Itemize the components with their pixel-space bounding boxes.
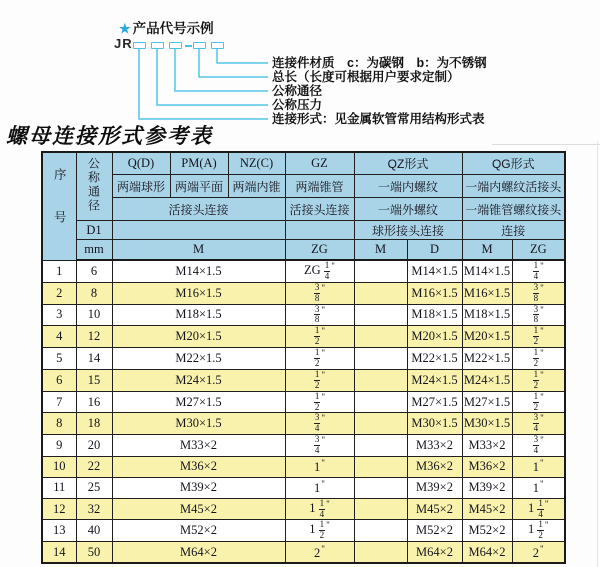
scan-artifact-edge [597, 141, 598, 567]
table-title: 螺母连接形式参考表 [6, 123, 213, 148]
header-conn-qg: 一端锥管螺纹接头 [462, 198, 565, 221]
table-row [42, 304, 565, 326]
table-row [42, 520, 565, 542]
zg-value-cell: $\frac{3}{4}$ " [285, 435, 354, 457]
qz-m-cell [354, 498, 407, 520]
qg-zg-cell: 1 $\frac{1}{4}$ " [512, 498, 565, 520]
qz-d-cell: M64×2 [407, 542, 462, 563]
mm-cell: 22 [76, 457, 112, 478]
code-label-conn-form: 连接形式：见金属软管常用结构形式表 [272, 112, 485, 126]
qz-d-cell: M16×1.5 [407, 282, 462, 304]
header-nominal-diameter-label: 公称通径 [86, 157, 101, 213]
qg-m-cell: M30×1.5 [462, 413, 512, 435]
mm-cell: 15 [76, 369, 112, 391]
table-row [42, 413, 565, 435]
mm-cell: 10 [76, 304, 112, 326]
header-type-qd: Q(D) [112, 152, 170, 175]
header-nominal-diameter [76, 152, 112, 221]
m-value-cell: M22×1.5 [112, 348, 285, 370]
m-value-cell: M45×2 [112, 498, 285, 520]
m-value-cell: M16×1.5 [112, 282, 285, 304]
qz-d-cell: M36×2 [407, 457, 462, 478]
seq-cell: 7 [42, 391, 76, 413]
m-value-cell: M27×1.5 [112, 391, 285, 413]
scan-artifact-line [492, 144, 600, 145]
qz-m-cell [354, 457, 407, 478]
qg-m-cell: M14×1.5 [462, 260, 512, 282]
zg-value-cell: $\frac{1}{2}$ " [285, 326, 354, 348]
zg-value-cell: 2" [285, 542, 354, 563]
qg-zg-cell: $\frac{3}{4}$ " [512, 435, 565, 457]
seq-cell: 14 [42, 542, 76, 563]
header-thread-m: M [112, 240, 285, 261]
header-thread-qg-zg: ZG [512, 240, 565, 261]
qg-m-cell: M27×1.5 [462, 391, 512, 413]
header-conn-qz: 一端外螺纹 [354, 198, 462, 221]
qg-m-cell: M39×2 [462, 477, 512, 498]
header-thread-qz-d: D [407, 240, 462, 261]
qz-d-cell: M22×1.5 [407, 348, 462, 370]
qg-zg-cell: $\frac{1}{2}$ " [512, 326, 565, 348]
code-label-diameter: 公称通径 [272, 84, 323, 98]
m-value-cell: M24×1.5 [112, 369, 285, 391]
qz-d-cell: M30×1.5 [407, 413, 462, 435]
zg-value-cell: $\frac{3}{8}$ " [285, 304, 354, 326]
code-label-length: 总长（长度可根据用户要求定制） [272, 70, 460, 84]
qz-d-cell: M14×1.5 [407, 260, 462, 282]
table-row [42, 498, 565, 520]
m-value-cell: M64×2 [112, 542, 285, 563]
qz-m-cell [354, 391, 407, 413]
m-value-cell: M36×2 [112, 457, 285, 478]
qg-zg-cell: $\frac{1}{2}$ " [512, 369, 565, 391]
qz-m-cell [354, 304, 407, 326]
table-row [42, 326, 565, 348]
qz-m-cell [354, 348, 407, 370]
header-thread-zg: ZG [285, 240, 354, 261]
qg-m-cell: M36×2 [462, 457, 512, 478]
qg-zg-cell: $\frac{1}{2}$ " [512, 348, 565, 370]
qg-zg-cell: 1 $\frac{1}{2}$ " [512, 520, 565, 542]
seq-cell: 1 [42, 260, 76, 282]
qz-m-cell [354, 542, 407, 563]
mm-cell: 25 [76, 477, 112, 498]
qg-zg-cell: 1" [512, 477, 565, 498]
header-thread-qg-m: M [462, 240, 512, 261]
header-blank-gz [285, 221, 354, 240]
qg-zg-cell: 1" [512, 457, 565, 478]
seq-cell: 4 [42, 326, 76, 348]
header-type-gz: GZ [285, 152, 354, 175]
table-row [42, 435, 565, 457]
qz-m-cell [354, 369, 407, 391]
header-desc-nzc: 两端内锥 [228, 175, 285, 198]
table-row [42, 282, 565, 304]
qz-d-cell: M45×2 [407, 498, 462, 520]
zg-value-cell: 1 $\frac{1}{2}$ " [285, 520, 354, 542]
seq-cell: 12 [42, 498, 76, 520]
table-row [42, 542, 565, 563]
m-value-cell: M14×1.5 [112, 260, 285, 282]
qz-m-cell [354, 413, 407, 435]
header-desc-qd: 两端球形 [112, 175, 170, 198]
mm-cell: 20 [76, 435, 112, 457]
zg-value-cell: 1" [285, 477, 354, 498]
m-value-cell: M20×1.5 [112, 326, 285, 348]
header-conn2-qz: 球形接头连接 [354, 221, 462, 240]
zg-value-cell: $\frac{1}{2}$ " [285, 391, 354, 413]
mm-cell: 6 [76, 260, 112, 282]
m-value-cell: M39×2 [112, 477, 285, 498]
qg-m-cell: M45×2 [462, 498, 512, 520]
qg-zg-cell: $\frac{1}{4}$ " [512, 260, 565, 282]
nut-connection-table [41, 151, 566, 564]
m-value-cell: M18×1.5 [112, 304, 285, 326]
header-conn-union: 活接头连接 [112, 198, 285, 221]
seq-cell: 3 [42, 304, 76, 326]
qz-d-cell: M18×1.5 [407, 304, 462, 326]
qg-zg-cell: $\frac{3}{4}$ " [512, 413, 565, 435]
m-value-cell: M33×2 [112, 435, 285, 457]
header-type-qz: QZ形式 [354, 152, 462, 175]
zg-value-cell: $\frac{1}{2}$ " [285, 369, 354, 391]
qz-m-cell [354, 435, 407, 457]
seq-cell: 13 [42, 520, 76, 542]
mm-cell: 8 [76, 282, 112, 304]
product-code-heading-text: 产品代号示例 [132, 21, 214, 36]
m-value-cell: M52×2 [112, 520, 285, 542]
code-label-pressure: 公称压力 [272, 98, 323, 112]
mm-cell: 18 [76, 413, 112, 435]
qg-m-cell: M24×1.5 [462, 369, 512, 391]
mm-cell: 14 [76, 348, 112, 370]
m-value-cell: M30×1.5 [112, 413, 285, 435]
qz-d-cell: M33×2 [407, 435, 462, 457]
table-body [42, 260, 565, 563]
zg-value-cell: ZG $\frac{1}{4}$ " [285, 260, 354, 282]
qg-m-cell: M18×1.5 [462, 304, 512, 326]
zg-value-cell: 1" [285, 457, 354, 478]
header-d1: D1 [76, 221, 112, 240]
header-conn-gz: 活接头连接 [285, 198, 354, 221]
header-type-nzc: NZ(C) [228, 152, 285, 175]
table-row [42, 369, 565, 391]
qz-d-cell: M27×1.5 [407, 391, 462, 413]
qz-m-cell [354, 260, 407, 282]
seq-cell: 2 [42, 282, 76, 304]
qz-d-cell: M24×1.5 [407, 369, 462, 391]
header-conn2-qg: 连接 [462, 221, 565, 240]
header-mm: mm [76, 240, 112, 261]
header-seq-label: 序号 [52, 168, 67, 254]
mm-cell: 16 [76, 391, 112, 413]
qz-d-cell: M39×2 [407, 477, 462, 498]
header-thread-qz-m: M [354, 240, 407, 261]
qz-d-cell: M20×1.5 [407, 326, 462, 348]
mm-cell: 12 [76, 326, 112, 348]
seq-cell: 8 [42, 413, 76, 435]
seq-cell: 6 [42, 369, 76, 391]
seq-cell: 11 [42, 477, 76, 498]
qg-zg-cell: $\frac{3}{8}$ " [512, 304, 565, 326]
table-row [42, 457, 565, 478]
code-label-material: 连接件材质 c：为碳钢 b：为不锈钢 [272, 56, 487, 70]
qg-m-cell: M33×2 [462, 435, 512, 457]
mm-cell: 40 [76, 520, 112, 542]
seq-cell: 9 [42, 435, 76, 457]
zg-value-cell: $\frac{3}{4}$ " [285, 413, 354, 435]
qg-zg-cell: $\frac{1}{2}$ " [512, 391, 565, 413]
seq-cell: 10 [42, 457, 76, 478]
qz-m-cell [354, 282, 407, 304]
seq-cell: 5 [42, 348, 76, 370]
qz-m-cell [354, 520, 407, 542]
qz-d-cell: M52×2 [407, 520, 462, 542]
table-row [42, 260, 565, 282]
table-row [42, 348, 565, 370]
qg-m-cell: M64×2 [462, 542, 512, 563]
header-type-qg: QG形式 [462, 152, 565, 175]
star-icon: ★ [119, 21, 131, 36]
qg-zg-cell: $\frac{3}{8}$ " [512, 282, 565, 304]
header-desc-gz: 两端锥管 [285, 175, 354, 198]
header-desc-pma: 两端平面 [170, 175, 228, 198]
zg-value-cell: $\frac{3}{8}$ " [285, 282, 354, 304]
table-row [42, 477, 565, 498]
header-seq [42, 152, 76, 260]
qg-zg-cell: 2" [512, 542, 565, 563]
table-row [42, 391, 565, 413]
zg-value-cell: $\frac{1}{2}$ " [285, 348, 354, 370]
header-type-pma: PM(A) [170, 152, 228, 175]
header-desc-qg: 一端内螺纹活接头 [462, 175, 565, 198]
qg-m-cell: M22×1.5 [462, 348, 512, 370]
qg-m-cell: M20×1.5 [462, 326, 512, 348]
header-desc-qz: 一端内螺纹 [354, 175, 462, 198]
qg-m-cell: M52×2 [462, 520, 512, 542]
mm-cell: 32 [76, 498, 112, 520]
header-blank-m [112, 221, 285, 240]
qz-m-cell [354, 326, 407, 348]
zg-value-cell: 1 $\frac{1}{4}$ " [285, 498, 354, 520]
qz-m-cell [354, 477, 407, 498]
mm-cell: 50 [76, 542, 112, 563]
qg-m-cell: M16×1.5 [462, 282, 512, 304]
code-prefix: JR [114, 36, 133, 51]
